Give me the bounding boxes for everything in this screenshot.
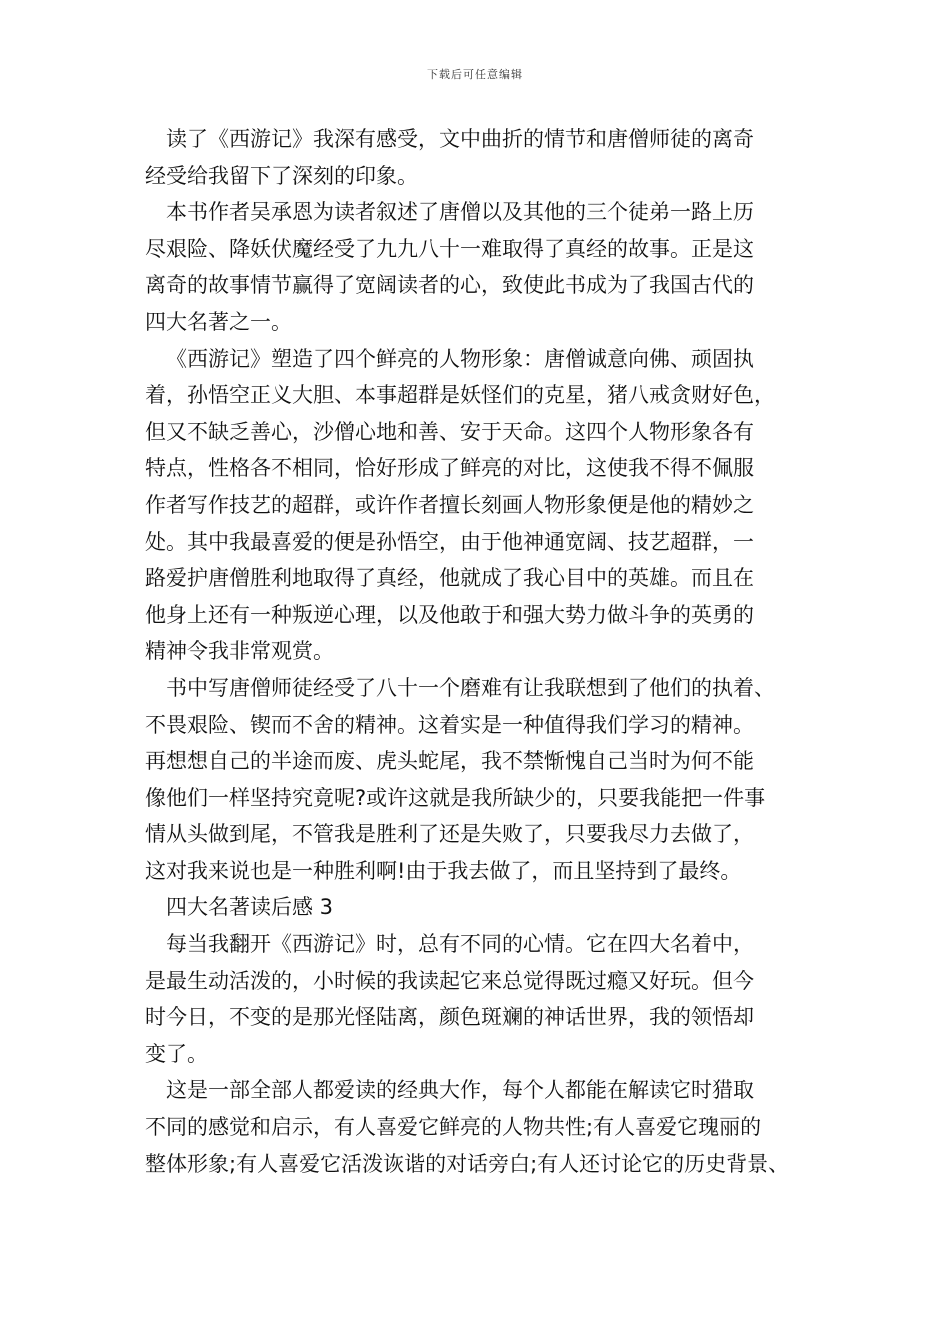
text-line: 四大名著之一。 bbox=[145, 309, 292, 334]
text-line: 这是一部全部人都爱读的经典大作，每个人都能在解读它时猎取 bbox=[166, 1078, 754, 1103]
text-line: 是最生动活泼的，小时候的我读起它来总觉得既过瘾又好玩。但今 bbox=[145, 968, 754, 993]
text-line: 读了《西游记》我深有感受，文中曲折的情节和唐僧师徒的离奇 bbox=[166, 127, 754, 151]
text-line: 但又不缺乏善心，沙僧心地和善、安于天命。这四个人物形象各有 bbox=[145, 419, 754, 444]
text-line: 再想想自己的半途而废、虎头蛇尾，我不禁惭愧自己当时为何不能 bbox=[145, 749, 754, 774]
text-line: 处。其中我最喜爱的便是孙悟空，由于他神通宽阔、技艺超群，一 bbox=[145, 529, 754, 554]
text-line: 路爱护唐僧胜利地取得了真经，他就成了我心目中的英雄。而且在 bbox=[145, 566, 754, 591]
text-line: 这对我来说也是一种胜利啊!由于我去做了，而且坚持到了最终。 bbox=[145, 858, 742, 883]
text-line: 像他们一样坚持究竟呢?或许这就是我所缺少的，只要我能把一件事 bbox=[145, 785, 766, 810]
text-line: 特点，性格各不相同，恰好形成了鲜亮的对比，这使我不得不佩服 bbox=[145, 456, 754, 481]
text-line: 四大名著读后感 3 bbox=[166, 895, 334, 920]
text-line: 离奇的故事情节赢得了宽阔读者的心，致使此书成为了我国古代的 bbox=[145, 273, 754, 298]
text-line: 作者写作技艺的超群，或许作者擅长刻画人物形象便是他的精妙之 bbox=[145, 492, 754, 517]
text-line: 变了。 bbox=[145, 1041, 208, 1066]
text-line: 着，孙悟空正义大胆、本事超群是妖怪们的克星，猪八戒贪财好色， bbox=[145, 383, 775, 408]
text-line: 不同的感觉和启示，有人喜爱它鲜亮的人物共性;有人喜爱它瑰丽的 bbox=[145, 1115, 762, 1140]
text-line: 他身上还有一种叛逆心理，以及他敢于和强大势力做斗争的英勇的 bbox=[145, 602, 754, 627]
text-line: 每当我翻开《西游记》时，总有不同的心情。它在四大名着中， bbox=[166, 932, 754, 957]
text-line: 情从头做到尾，不管我是胜利了还是失败了，只要我尽力去做了， bbox=[145, 822, 754, 847]
text-line: 整体形象;有人喜爱它活泼诙谐的对话旁白;有人还讨论它的历史背景、 bbox=[145, 1151, 790, 1176]
page-header: 下载后可任意编辑 bbox=[427, 68, 523, 81]
text-line: 书中写唐僧师徒经受了八十一个磨难有让我联想到了他们的执着、 bbox=[166, 675, 775, 700]
text-line: 时今日，不变的是那光怪陆离，颜色斑斓的神话世界，我的领悟却 bbox=[145, 1005, 754, 1030]
text-line: 《西游记》塑造了四个鲜亮的人物形象：唐僧诚意向佛、顽固执 bbox=[166, 346, 754, 371]
text-line: 经受给我留下了深刻的印象。 bbox=[145, 163, 418, 188]
text-line: 精神令我非常观赏。 bbox=[145, 639, 334, 664]
text-line: 不畏艰险、锲而不舍的精神。这着实是一种值得我们学习的精神。 bbox=[145, 712, 754, 737]
text-line: 尽艰险、降妖伏魔经受了九九八十一难取得了真经的故事。正是这 bbox=[145, 236, 754, 261]
text-line: 本书作者吴承恩为读者叙述了唐僧以及其他的三个徒弟一路上历 bbox=[166, 200, 754, 225]
document-body bbox=[145, 121, 835, 1182]
